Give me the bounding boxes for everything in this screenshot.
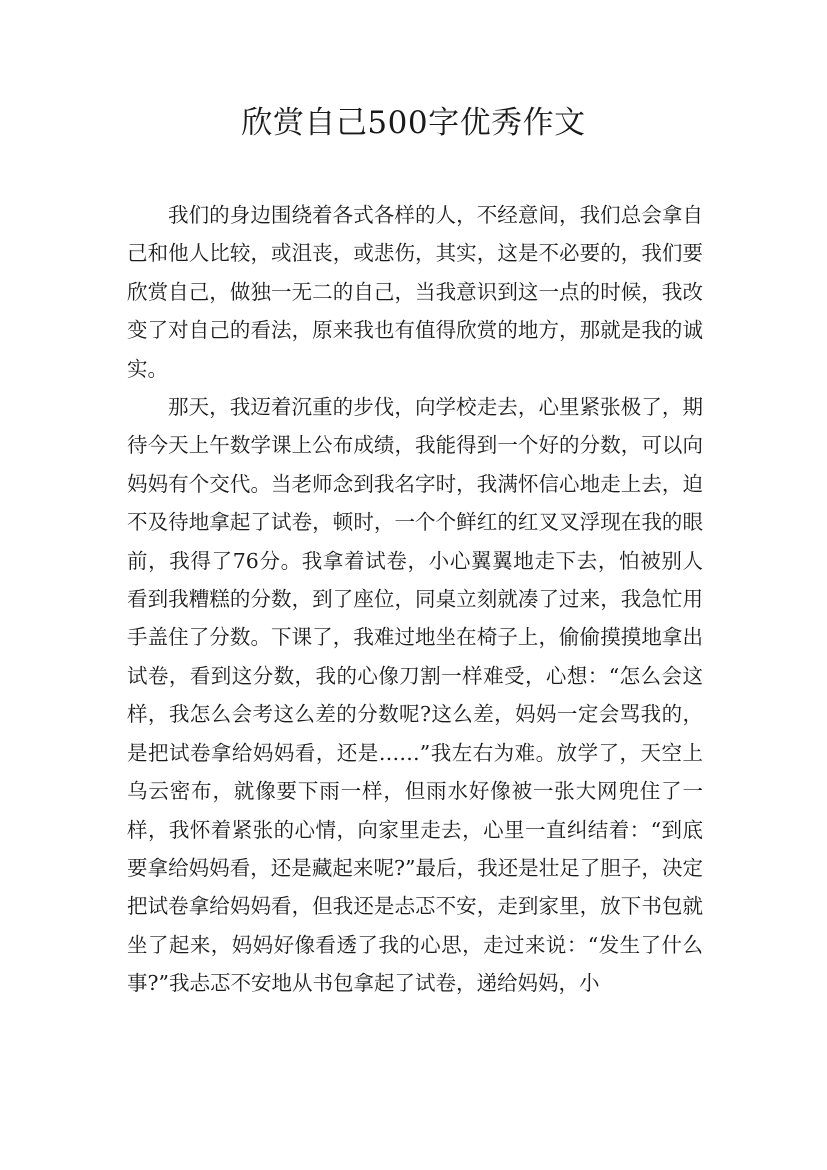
document-title: 欣赏自己500字优秀作文 <box>241 105 586 141</box>
paragraph-1: 我们的身边围绕着各式各样的人，不经意间，我们总会拿自己和他人比较，或沮丧，或悲伤，其实，这是不必要的，我们要欣赏自己，做独一无二的自己，当我意识到这一点的时候，我改变了对自己的看法，原来我也有值得欣赏的地方，那就是我的诚实。 <box>127 203 703 381</box>
paragraph-2: 那天，我迈着沉重的步伐，向学校走去，心里紧张极了，期待今天上午数学课上公布成绩，我能得到一个好的分数，可以向妈妈有个交代。当老师念到我名字时，我满怀信心地走上去，迫不及待地拿起了试卷，顿时，一个个鲜红的红叉叉浮现在我的眼前，我得了76分。我拿着试卷，小心翼翼地走下去，怕被别人看到我糟糕的分数，到了座位，同桌立刻就凑了过来，我急忙用手盖住了分数。下课了，我难过地坐在椅子上，偷偷摸摸地拿出试卷，看到这分数，我的心像刀割一样难受，心想：“怎么会这样，我怎么会考这么差的分数呢?这么差，妈妈一定会骂我的，是把试卷拿给妈妈看，还是……”我左右为难。放学了，天空上乌云密布，就像要下雨一样，但雨水好像被一张大网兜住了一样，我怀着紧张的心情，向家里走去，心里一直纠结着：“到底要拿给妈妈看，还是藏起来呢?”最后，我还是壮足了胆子，决定把试卷拿给妈妈看，但我还是忐忑不安，走到家里，放下书包就坐了起来，妈妈好像看透了我的心思，走过来说：“发生了什么事?”我忐忑不安地从书包拿起了试卷，递给妈妈，小 <box>127 395 703 996</box>
document-body <box>127 196 703 1003</box>
